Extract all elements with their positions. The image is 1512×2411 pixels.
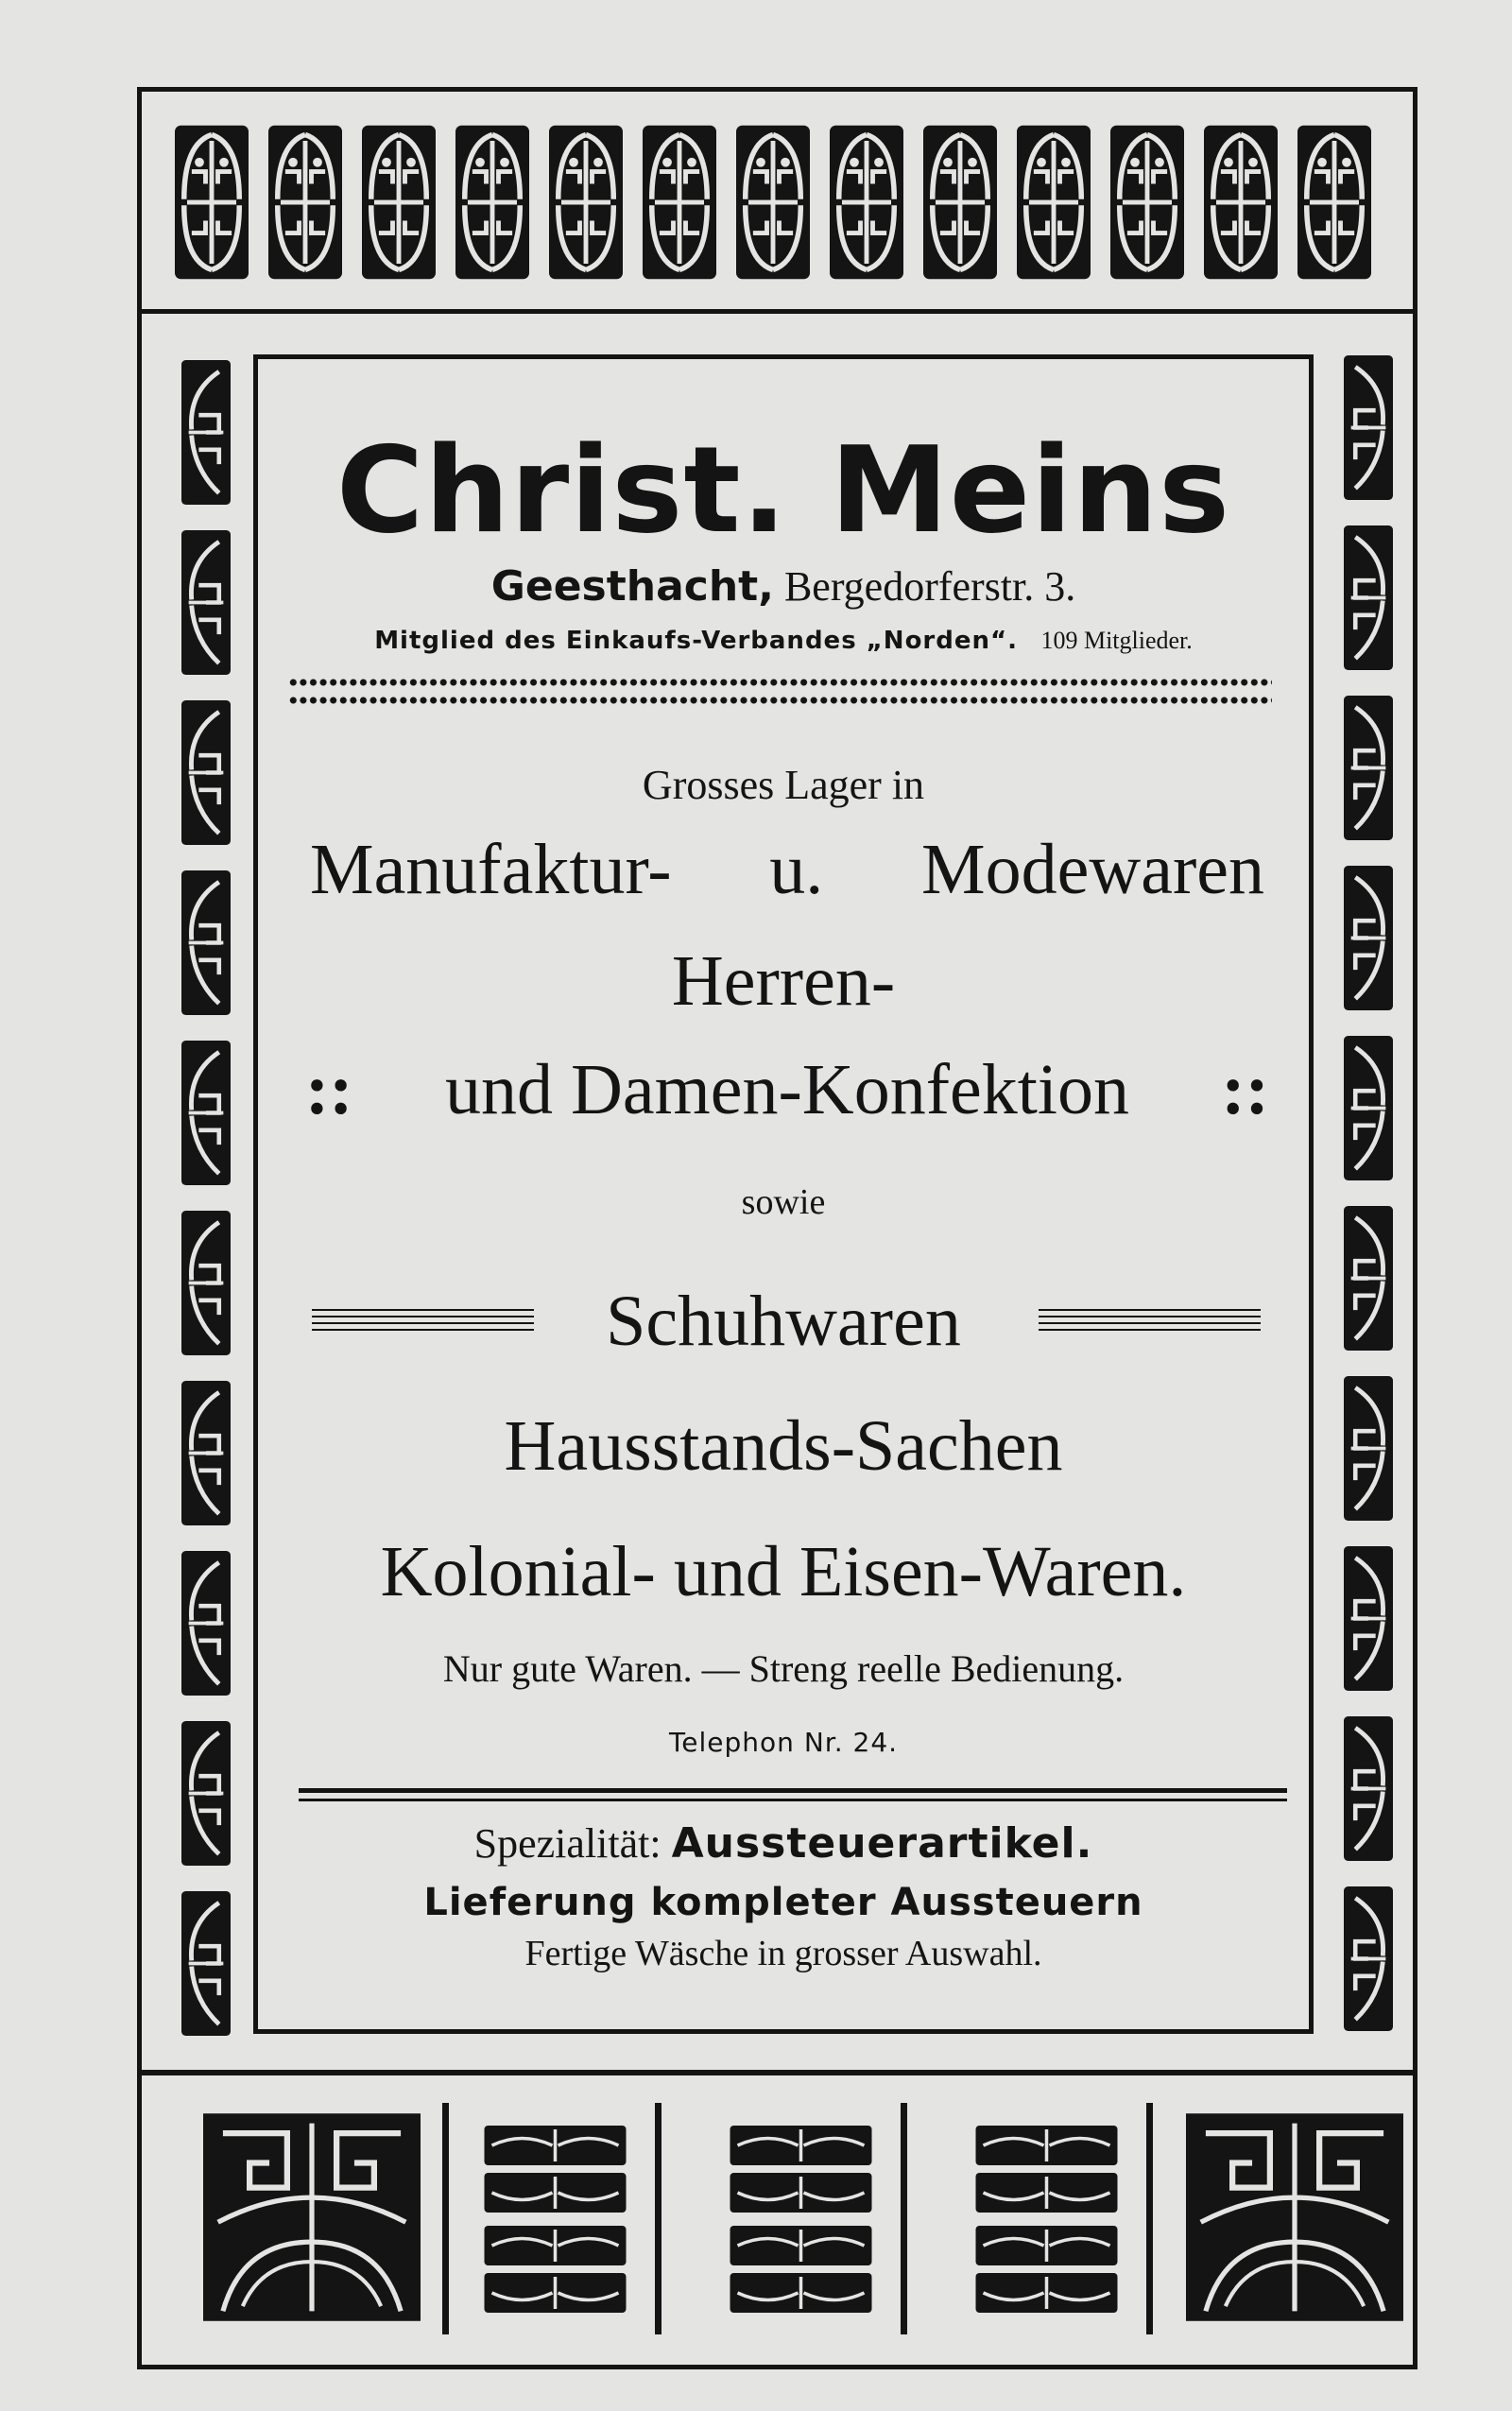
specialty-line [258,1819,1309,1868]
schuhwaren-right-rules [1039,1309,1261,1331]
address-street: Bergedorferstr. 3. [783,563,1076,610]
advert-body [258,359,1309,2029]
dotted-rule-upper [288,678,1272,687]
top-band-divider [137,309,1418,314]
frame-top-rule [137,87,1418,92]
specialty-value: Aussteuerartikel. [671,1819,1093,1868]
telephone-text: Telephon Nr. 24. [668,1727,899,1758]
modewaren-word: Modewaren [921,830,1264,909]
dotted-rule-lower [288,696,1272,705]
u-word: u. [769,830,824,909]
hausstands-text: Hausstands-Sachen [504,1406,1063,1486]
company-name: Christ. Meins [335,421,1231,560]
manufaktur-word: Manufaktur- [310,830,672,909]
damen-konfektion: und Damen-Konfektion [445,1050,1129,1129]
damen-line [305,1049,1269,1131]
bottom-ornament-band [175,2103,1403,2334]
frame-bottom-rule [137,2365,1418,2369]
membership-line [258,627,1309,655]
delivery-text: Lieferung kompleter Aussteuern [423,1881,1143,1924]
address-town: Geesthacht, [490,562,774,611]
linen-text: Fertige Wäsche in grosser Auswahl. [524,1934,1042,1973]
specialty-divider-thick [299,1788,1287,1793]
schuhwaren-text: Schuhwaren [606,1282,961,1361]
left-ornament-dots: :: [305,1050,353,1129]
motto-text: Nur gute Waren. — Streng reelle Bedienung. [442,1647,1125,1690]
right-ornament-column [1344,354,1393,2046]
sowie-text: sowie [741,1182,826,1222]
frame-left-rule [137,87,142,2369]
manufaktur-line [310,829,1264,911]
bottom-band-divider [137,2070,1418,2075]
kolonial-text: Kolonial- und Eisen-Waren. [380,1532,1187,1611]
intro-text: Grosses Lager in [642,762,925,808]
membership-label: Mitglied des Einkaufs-Verbandes „Norden“. [374,627,1018,655]
left-ornament-column [181,359,231,2051]
specialty-label: Spezialität: [473,1820,662,1867]
specialty-divider-thin [299,1799,1287,1801]
membership-count: 109 Mitglieder. [1040,627,1193,654]
right-ornament-dots: :: [1221,1050,1269,1129]
herren-line: Herren- [671,941,896,1021]
top-ornament-band [175,121,1380,284]
frame-right-rule [1413,87,1418,2369]
address-line [258,562,1309,611]
